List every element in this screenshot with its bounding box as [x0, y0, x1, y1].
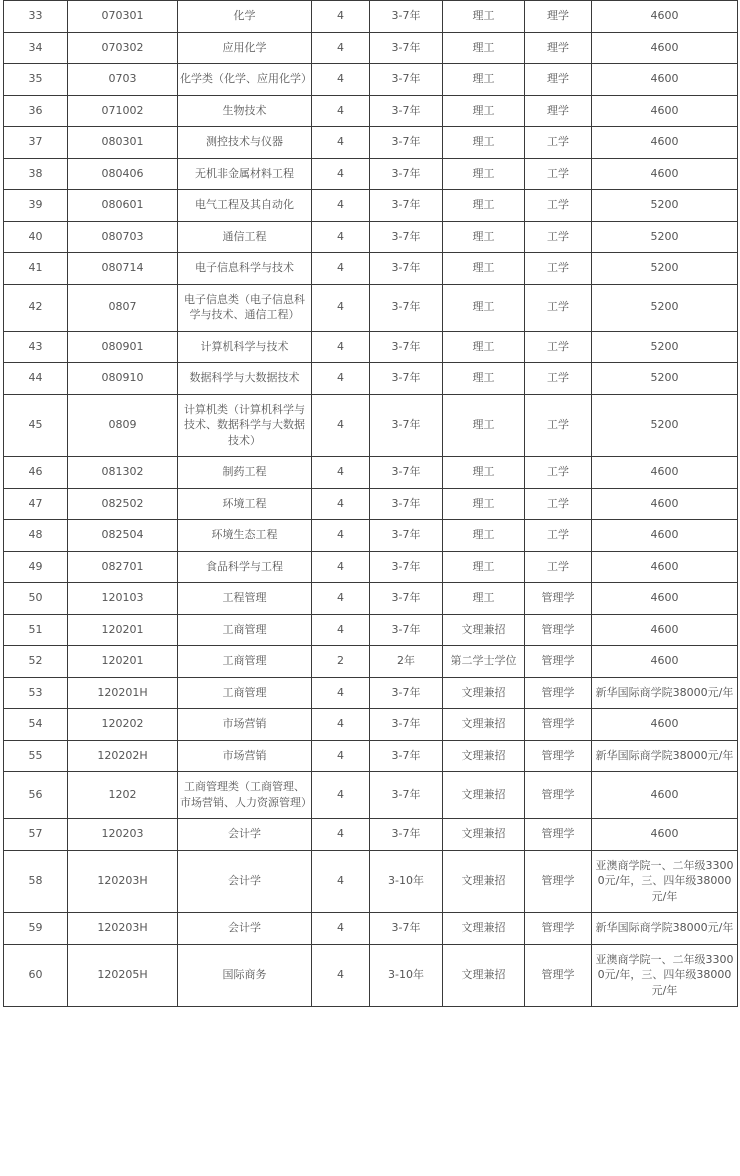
duration-cell: 4 [312, 221, 370, 253]
row-number-cell: 36 [4, 95, 68, 127]
degree-category-cell: 理学 [525, 64, 592, 96]
degree-category-cell: 工学 [525, 363, 592, 395]
row-number-cell: 35 [4, 64, 68, 96]
tuition-cell: 5200 [592, 253, 738, 285]
major-code-cell: 0703 [68, 64, 178, 96]
tuition-cell: 亚澳商学院一、二年级33000元/年，三、四年级38000元/年 [592, 944, 738, 1007]
degree-category-cell: 工学 [525, 520, 592, 552]
degree-category-cell: 工学 [525, 551, 592, 583]
row-number-cell: 40 [4, 221, 68, 253]
major-name-cell: 制药工程 [178, 457, 312, 489]
tuition-cell: 4600 [592, 488, 738, 520]
study-period-cell: 3-7年 [370, 772, 443, 819]
duration-cell: 4 [312, 677, 370, 709]
major-name-cell: 环境生态工程 [178, 520, 312, 552]
major-name-cell: 会计学 [178, 819, 312, 851]
enrollment-category-cell: 理工 [443, 127, 525, 159]
study-period-cell: 3-7年 [370, 457, 443, 489]
study-period-cell: 3-10年 [370, 850, 443, 913]
enrollment-category-cell: 理工 [443, 64, 525, 96]
degree-category-cell: 工学 [525, 221, 592, 253]
enrollment-category-cell: 第二学士学位 [443, 646, 525, 678]
enrollment-category-cell: 理工 [443, 520, 525, 552]
study-period-cell: 3-7年 [370, 677, 443, 709]
major-name-cell: 工商管理 [178, 646, 312, 678]
major-name-cell: 食品科学与工程 [178, 551, 312, 583]
table-row [4, 331, 738, 363]
degree-category-cell: 管理学 [525, 709, 592, 741]
duration-cell: 4 [312, 944, 370, 1007]
duration-cell: 4 [312, 363, 370, 395]
enrollment-category-cell: 理工 [443, 488, 525, 520]
row-number-cell: 33 [4, 1, 68, 33]
duration-cell: 4 [312, 457, 370, 489]
major-name-cell: 应用化学 [178, 32, 312, 64]
table-row [4, 850, 738, 913]
row-number-cell: 54 [4, 709, 68, 741]
degree-category-cell: 管理学 [525, 819, 592, 851]
duration-cell: 4 [312, 583, 370, 615]
row-number-cell: 56 [4, 772, 68, 819]
row-number-cell: 39 [4, 190, 68, 222]
major-code-cell: 120205H [68, 944, 178, 1007]
study-period-cell: 3-7年 [370, 284, 443, 331]
tuition-cell: 5200 [592, 363, 738, 395]
major-code-cell: 082502 [68, 488, 178, 520]
major-name-cell: 通信工程 [178, 221, 312, 253]
duration-cell: 4 [312, 913, 370, 945]
table-row [4, 709, 738, 741]
major-code-cell: 120203H [68, 850, 178, 913]
major-table-body [4, 1, 738, 1007]
tuition-cell: 4600 [592, 457, 738, 489]
major-name-cell: 工程管理 [178, 583, 312, 615]
duration-cell: 4 [312, 850, 370, 913]
table-row [4, 394, 738, 457]
enrollment-category-cell: 文理兼招 [443, 850, 525, 913]
tuition-cell: 4600 [592, 614, 738, 646]
table-row [4, 32, 738, 64]
study-period-cell: 3-7年 [370, 520, 443, 552]
study-period-cell: 3-10年 [370, 944, 443, 1007]
row-number-cell: 58 [4, 850, 68, 913]
table-row [4, 772, 738, 819]
enrollment-category-cell: 理工 [443, 95, 525, 127]
table-row [4, 221, 738, 253]
major-code-cell: 120203H [68, 913, 178, 945]
enrollment-category-cell: 理工 [443, 363, 525, 395]
degree-category-cell: 管理学 [525, 850, 592, 913]
major-name-cell: 数据科学与大数据技术 [178, 363, 312, 395]
duration-cell: 4 [312, 819, 370, 851]
major-name-cell: 无机非金属材料工程 [178, 158, 312, 190]
row-number-cell: 42 [4, 284, 68, 331]
major-name-cell: 工商管理类（工商管理、市场营销、人力资源管理） [178, 772, 312, 819]
row-number-cell: 46 [4, 457, 68, 489]
enrollment-category-cell: 理工 [443, 583, 525, 615]
major-name-cell: 测控技术与仪器 [178, 127, 312, 159]
enrollment-category-cell: 文理兼招 [443, 772, 525, 819]
table-row [4, 190, 738, 222]
major-code-cell: 0809 [68, 394, 178, 457]
degree-category-cell: 工学 [525, 457, 592, 489]
study-period-cell: 3-7年 [370, 221, 443, 253]
enrollment-category-cell: 理工 [443, 221, 525, 253]
tuition-cell: 4600 [592, 95, 738, 127]
degree-category-cell: 理学 [525, 32, 592, 64]
tuition-cell: 4600 [592, 64, 738, 96]
degree-category-cell: 理学 [525, 1, 592, 33]
duration-cell: 4 [312, 394, 370, 457]
study-period-cell: 3-7年 [370, 158, 443, 190]
major-code-cell: 080301 [68, 127, 178, 159]
enrollment-category-cell: 理工 [443, 32, 525, 64]
degree-category-cell: 管理学 [525, 944, 592, 1007]
table-row [4, 646, 738, 678]
table-row [4, 677, 738, 709]
major-code-cell: 080703 [68, 221, 178, 253]
study-period-cell: 3-7年 [370, 913, 443, 945]
duration-cell: 4 [312, 158, 370, 190]
table-row [4, 740, 738, 772]
table-row [4, 614, 738, 646]
row-number-cell: 38 [4, 158, 68, 190]
study-period-cell: 3-7年 [370, 1, 443, 33]
degree-category-cell: 工学 [525, 284, 592, 331]
major-code-cell: 120202H [68, 740, 178, 772]
table-row [4, 583, 738, 615]
degree-category-cell: 工学 [525, 394, 592, 457]
major-code-cell: 080601 [68, 190, 178, 222]
major-code-cell: 081302 [68, 457, 178, 489]
tuition-cell: 4600 [592, 1, 738, 33]
major-name-cell: 会计学 [178, 850, 312, 913]
tuition-cell: 5200 [592, 221, 738, 253]
enrollment-category-cell: 文理兼招 [443, 740, 525, 772]
study-period-cell: 2年 [370, 646, 443, 678]
duration-cell: 4 [312, 740, 370, 772]
degree-category-cell: 工学 [525, 158, 592, 190]
study-period-cell: 3-7年 [370, 95, 443, 127]
major-code-cell: 080910 [68, 363, 178, 395]
major-name-cell: 化学类（化学、应用化学） [178, 64, 312, 96]
tuition-cell: 4600 [592, 520, 738, 552]
study-period-cell: 3-7年 [370, 740, 443, 772]
duration-cell: 4 [312, 64, 370, 96]
table-row [4, 551, 738, 583]
duration-cell: 4 [312, 95, 370, 127]
row-number-cell: 49 [4, 551, 68, 583]
tuition-cell: 新华国际商学院38000元/年 [592, 913, 738, 945]
row-number-cell: 47 [4, 488, 68, 520]
study-period-cell: 3-7年 [370, 709, 443, 741]
row-number-cell: 60 [4, 944, 68, 1007]
major-code-cell: 080714 [68, 253, 178, 285]
table-row [4, 284, 738, 331]
degree-category-cell: 管理学 [525, 646, 592, 678]
row-number-cell: 41 [4, 253, 68, 285]
duration-cell: 4 [312, 190, 370, 222]
tuition-cell: 4600 [592, 32, 738, 64]
tuition-cell: 4600 [592, 551, 738, 583]
enrollment-category-cell: 理工 [443, 394, 525, 457]
tuition-cell: 4600 [592, 158, 738, 190]
enrollment-category-cell: 理工 [443, 457, 525, 489]
major-name-cell: 电子信息科学与技术 [178, 253, 312, 285]
duration-cell: 4 [312, 253, 370, 285]
enrollment-category-cell: 文理兼招 [443, 709, 525, 741]
study-period-cell: 3-7年 [370, 363, 443, 395]
duration-cell: 4 [312, 284, 370, 331]
table-row [4, 253, 738, 285]
tuition-cell: 新华国际商学院38000元/年 [592, 677, 738, 709]
tuition-cell: 5200 [592, 190, 738, 222]
enrollment-category-cell: 理工 [443, 253, 525, 285]
major-code-cell: 1202 [68, 772, 178, 819]
degree-category-cell: 工学 [525, 127, 592, 159]
study-period-cell: 3-7年 [370, 551, 443, 583]
major-code-cell: 080901 [68, 331, 178, 363]
degree-category-cell: 工学 [525, 331, 592, 363]
tuition-cell: 4600 [592, 127, 738, 159]
duration-cell: 4 [312, 709, 370, 741]
enrollment-category-cell: 理工 [443, 1, 525, 33]
study-period-cell: 3-7年 [370, 583, 443, 615]
major-name-cell: 会计学 [178, 913, 312, 945]
row-number-cell: 34 [4, 32, 68, 64]
tuition-cell: 4600 [592, 646, 738, 678]
study-period-cell: 3-7年 [370, 190, 443, 222]
duration-cell: 4 [312, 520, 370, 552]
duration-cell: 4 [312, 1, 370, 33]
tuition-cell: 亚澳商学院一、二年级33000元/年，三、四年级38000元/年 [592, 850, 738, 913]
degree-category-cell: 管理学 [525, 583, 592, 615]
table-row [4, 1, 738, 33]
study-period-cell: 3-7年 [370, 331, 443, 363]
table-row [4, 944, 738, 1007]
row-number-cell: 43 [4, 331, 68, 363]
table-row [4, 158, 738, 190]
duration-cell: 2 [312, 646, 370, 678]
duration-cell: 4 [312, 551, 370, 583]
duration-cell: 4 [312, 127, 370, 159]
duration-cell: 4 [312, 772, 370, 819]
degree-category-cell: 工学 [525, 253, 592, 285]
major-code-cell: 120203 [68, 819, 178, 851]
major-name-cell: 电气工程及其自动化 [178, 190, 312, 222]
table-row [4, 95, 738, 127]
enrollment-category-cell: 理工 [443, 158, 525, 190]
major-code-cell: 120201H [68, 677, 178, 709]
tuition-cell: 5200 [592, 331, 738, 363]
study-period-cell: 3-7年 [370, 394, 443, 457]
duration-cell: 4 [312, 331, 370, 363]
enrollment-category-cell: 理工 [443, 284, 525, 331]
row-number-cell: 59 [4, 913, 68, 945]
row-number-cell: 50 [4, 583, 68, 615]
tuition-cell: 新华国际商学院38000元/年 [592, 740, 738, 772]
major-code-cell: 120103 [68, 583, 178, 615]
enrollment-category-cell: 文理兼招 [443, 614, 525, 646]
major-code-cell: 120202 [68, 709, 178, 741]
table-row [4, 457, 738, 489]
table-row [4, 488, 738, 520]
enrollment-category-cell: 文理兼招 [443, 944, 525, 1007]
degree-category-cell: 管理学 [525, 772, 592, 819]
major-code-cell: 071002 [68, 95, 178, 127]
row-number-cell: 48 [4, 520, 68, 552]
row-number-cell: 51 [4, 614, 68, 646]
row-number-cell: 37 [4, 127, 68, 159]
major-name-cell: 计算机科学与技术 [178, 331, 312, 363]
study-period-cell: 3-7年 [370, 32, 443, 64]
major-name-cell: 生物技术 [178, 95, 312, 127]
enrollment-category-cell: 文理兼招 [443, 677, 525, 709]
enrollment-category-cell: 理工 [443, 551, 525, 583]
tuition-cell: 4600 [592, 583, 738, 615]
major-name-cell: 工商管理 [178, 614, 312, 646]
table-row [4, 520, 738, 552]
enrollment-category-cell: 理工 [443, 190, 525, 222]
table-row [4, 363, 738, 395]
major-name-cell: 国际商务 [178, 944, 312, 1007]
tuition-cell: 5200 [592, 394, 738, 457]
row-number-cell: 45 [4, 394, 68, 457]
enrollment-category-cell: 理工 [443, 331, 525, 363]
major-name-cell: 电子信息类（电子信息科学与技术、通信工程） [178, 284, 312, 331]
major-code-cell: 120201 [68, 614, 178, 646]
study-period-cell: 3-7年 [370, 253, 443, 285]
tuition-cell: 4600 [592, 709, 738, 741]
study-period-cell: 3-7年 [370, 614, 443, 646]
major-code-cell: 120201 [68, 646, 178, 678]
major-code-cell: 070301 [68, 1, 178, 33]
major-code-cell: 0807 [68, 284, 178, 331]
row-number-cell: 44 [4, 363, 68, 395]
major-code-cell: 082504 [68, 520, 178, 552]
enrollment-category-cell: 文理兼招 [443, 819, 525, 851]
study-period-cell: 3-7年 [370, 819, 443, 851]
study-period-cell: 3-7年 [370, 64, 443, 96]
study-period-cell: 3-7年 [370, 488, 443, 520]
study-period-cell: 3-7年 [370, 127, 443, 159]
table-row [4, 819, 738, 851]
degree-category-cell: 管理学 [525, 614, 592, 646]
major-code-cell: 082701 [68, 551, 178, 583]
major-name-cell: 市场营销 [178, 740, 312, 772]
major-name-cell: 环境工程 [178, 488, 312, 520]
degree-category-cell: 工学 [525, 190, 592, 222]
row-number-cell: 53 [4, 677, 68, 709]
enrollment-category-cell: 文理兼招 [443, 913, 525, 945]
major-code-cell: 070302 [68, 32, 178, 64]
table-row [4, 127, 738, 159]
degree-category-cell: 工学 [525, 488, 592, 520]
row-number-cell: 55 [4, 740, 68, 772]
major-name-cell: 化学 [178, 1, 312, 33]
tuition-cell: 4600 [592, 819, 738, 851]
degree-category-cell: 理学 [525, 95, 592, 127]
major-name-cell: 计算机类（计算机科学与技术、数据科学与大数据技术） [178, 394, 312, 457]
row-number-cell: 52 [4, 646, 68, 678]
row-number-cell: 57 [4, 819, 68, 851]
tuition-cell: 5200 [592, 284, 738, 331]
major-table [3, 0, 738, 1007]
degree-category-cell: 管理学 [525, 913, 592, 945]
major-code-cell: 080406 [68, 158, 178, 190]
duration-cell: 4 [312, 614, 370, 646]
duration-cell: 4 [312, 32, 370, 64]
table-row [4, 64, 738, 96]
major-name-cell: 市场营销 [178, 709, 312, 741]
major-name-cell: 工商管理 [178, 677, 312, 709]
duration-cell: 4 [312, 488, 370, 520]
degree-category-cell: 管理学 [525, 677, 592, 709]
tuition-cell: 4600 [592, 772, 738, 819]
degree-category-cell: 管理学 [525, 740, 592, 772]
table-row [4, 913, 738, 945]
